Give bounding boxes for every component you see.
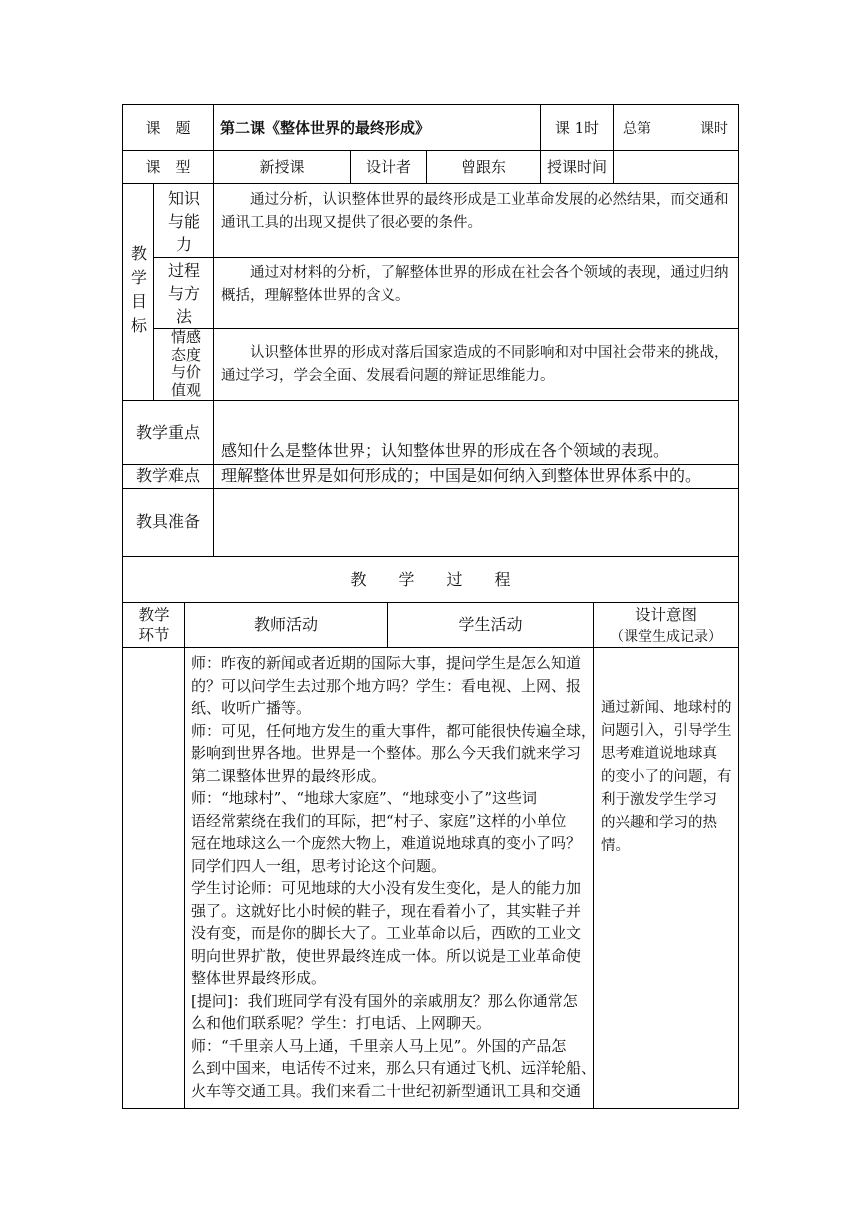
teacher-line: 纸、收听广播等。 [191, 699, 312, 717]
objective-category: 过程与方法 [167, 260, 200, 326]
rule [122, 150, 739, 151]
teacher-line: 师：昨夜的新闻或者近期的国际大事，提问学生是怎么知道 [191, 654, 582, 672]
design-line: 的兴趣和学习的热 [601, 815, 717, 831]
rule [153, 257, 739, 258]
rule [122, 104, 739, 105]
teacher-line: 强了。这就好比小时候的鞋子，现在看着小了，其实鞋子并 [191, 901, 582, 920]
process-title: 教 学 过 程 [350, 570, 511, 589]
key-point-text: 感知什么是整体世界；认知整体世界的形成在各个领域的表现。 [221, 441, 670, 460]
teacher-line: 火车等交通工具。我们来看二十世纪初新型通讯工具和交通 [191, 1081, 582, 1100]
teacher-line: 学生讨论师：可见地球的大小没有发生变化，是人的能力加 [191, 879, 582, 897]
designer-value: 曾跟东 [460, 158, 506, 176]
rule [184, 602, 185, 1109]
topic-label: 课 题 [145, 119, 191, 137]
hours-label: 课 1时 [554, 119, 600, 137]
teacher-line: 的？可以问学生去过那个地方吗？学生：看电视、上网、报 [191, 676, 582, 695]
teacher-line: 第二课整体世界的最终形成。 [191, 766, 387, 785]
teacher-line: 整体世界最终形成。 [191, 969, 327, 987]
teacher-line: 么和他们联系呢？学生：打电话、上网聊天。 [191, 1014, 492, 1032]
total-label: 总第 [623, 121, 651, 137]
type-value: 新授课 [259, 158, 305, 176]
objective-category: 情感态度与价值观 [170, 328, 201, 399]
design-line: 情。 [601, 838, 630, 854]
rule [738, 104, 739, 1109]
teacher-line: 冠在地球这么一个庞然大物上，难道说地球真的变小了吗？ [191, 834, 582, 852]
teacher-line: 明向世界扩散，使世界最终连成一体。所以说是工业革命使 [191, 946, 582, 965]
col-design-header: 设计意图 [634, 606, 697, 624]
teacher-line: [提问]：我们班同学有没有国外的亲戚朋友？那么你通常怎 [191, 991, 578, 1010]
teacher-line: 没有变，而是你的脚长大了。工业革命以后，西欧的工业文 [191, 924, 582, 942]
rule [122, 183, 739, 184]
design-line: 问题引入，引导学生 [601, 723, 732, 739]
rule [122, 556, 739, 557]
teacher-line: 师：可见，任何地方发生的重大事件，都可能很快传遍全球， [191, 721, 597, 740]
rule [613, 104, 614, 183]
objectives-label: 教学目标 [131, 244, 148, 335]
difficulty-text: 理解整体世界是如何形成的；中国是如何纳入到整体世界体系中的。 [221, 466, 702, 485]
col-design-subheader: （课堂生成记录） [610, 629, 722, 645]
teacher-line: 么到中国来，电话传不过来，那么只有通过飞机、远洋轮船、 [191, 1059, 597, 1077]
col-student-header: 学生活动 [458, 615, 523, 634]
rule [213, 183, 214, 400]
tools-label: 教具准备 [135, 512, 200, 531]
teacher-line: 语经常萦绕在我们的耳际，把“村子、家庭”这样的小单位 [191, 811, 567, 830]
objective-text: 通过分析，认识整体世界的最终形成是工业革命发展的必然结果，而交通和通讯工具的出现又提供了很必要的条件。 [221, 192, 729, 231]
design-line: 利于激发学生学习 [601, 792, 717, 808]
time-label: 授课时间 [546, 158, 607, 176]
objective-text: 通过对材料的分析，了解整体世界的形成在社会各个领域的表现，通过归纳概括，理解整体世界的含义。 [221, 265, 729, 304]
rule [153, 183, 154, 400]
rule [122, 1108, 739, 1109]
design-line: 的变小了的问题，有 [601, 769, 732, 785]
rule [122, 602, 739, 603]
col-teacher-header: 教师活动 [253, 615, 318, 634]
rule [213, 400, 214, 556]
teacher-line: 同学们四人一组，思考讨论这个问题。 [191, 856, 447, 875]
difficulty-label: 教学难点 [135, 466, 200, 485]
rule [122, 488, 739, 489]
type-label: 课 型 [145, 158, 191, 176]
topic-value: 第二课《整体世界的最终形成》 [220, 119, 431, 137]
teacher-line: 影响到世界各地。世界是一个整体。那么今天我们就来学习 [191, 744, 582, 762]
rule [122, 400, 739, 401]
rule [122, 104, 123, 1109]
design-line: 思考难道说地球真 [601, 746, 717, 762]
rule [153, 328, 739, 329]
teacher-line: 师：“地球村”、“地球大家庭”、“地球变小了”这些词 [191, 789, 538, 807]
rule [593, 602, 594, 1109]
design-line: 通过新闻、地球村的 [601, 700, 732, 716]
objective-category: 知识与能力 [167, 188, 200, 254]
objective-text: 认识整体世界的形成对落后国家造成的不同影响和对中国社会带来的挑战，通过学习，学会全面、发展看问题的辩证思维能力。 [221, 345, 729, 384]
total-unit: 课时 [700, 121, 728, 137]
teacher-line: 师：“千里亲人马上通，千里亲人马上见”。外国的产品怎 [191, 1036, 567, 1055]
key-point-label: 教学重点 [135, 423, 200, 442]
designer-label: 设计者 [365, 158, 411, 176]
col-stage-header: 教学环节 [138, 606, 170, 644]
